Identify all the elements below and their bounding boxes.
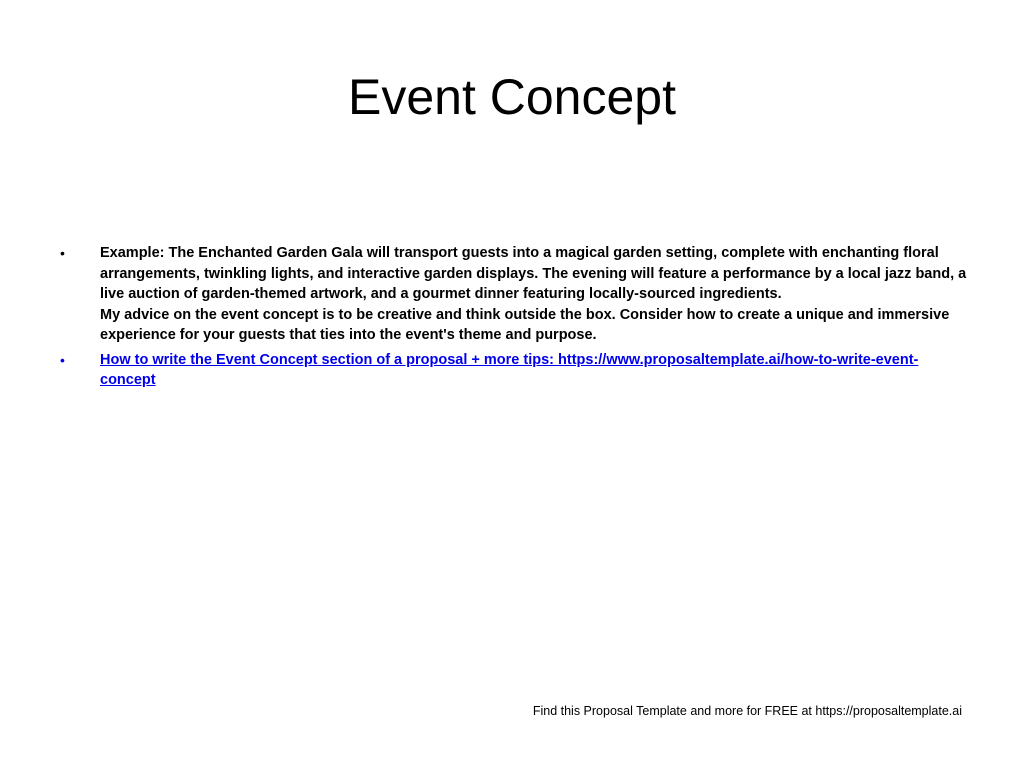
- bullet-marker: •: [60, 245, 65, 261]
- bullet-text: [100, 350, 968, 391]
- footer-text: Find this Proposal Template and more for FREE at https://proposaltemplate.ai: [532, 704, 962, 718]
- bullet-text: [100, 243, 968, 346]
- slide-title: Event Concept: [348, 69, 676, 125]
- slide-body: [60, 243, 968, 395]
- bullet-marker: •: [60, 351, 65, 368]
- example-paragraph: Example: The Enchanted Garden Gala will transport guests into a magical garden setting, complete with enchanting floral arrangements, twinkling lights, and interactive garden displays. The evening will feature a performance by a local jazz band, a live auction of garden-themed artwork, and a gourmet dinner featuring locally-sourced ingredients.: [100, 245, 967, 302]
- how-to-write-link[interactable]: How to write the Event Concept section of a proposal + more tips: https://www.proposaltemplate.ai/how-to-write-event-concept: [100, 351, 919, 388]
- advice-paragraph: My advice on the event concept is to be creative and think outside the box. Consider how to create a unique and immersive experience for your guests that ties into the event's theme and purpose.: [100, 306, 950, 343]
- bullet-item-link: [60, 350, 968, 391]
- bullet-item-example: [60, 243, 968, 346]
